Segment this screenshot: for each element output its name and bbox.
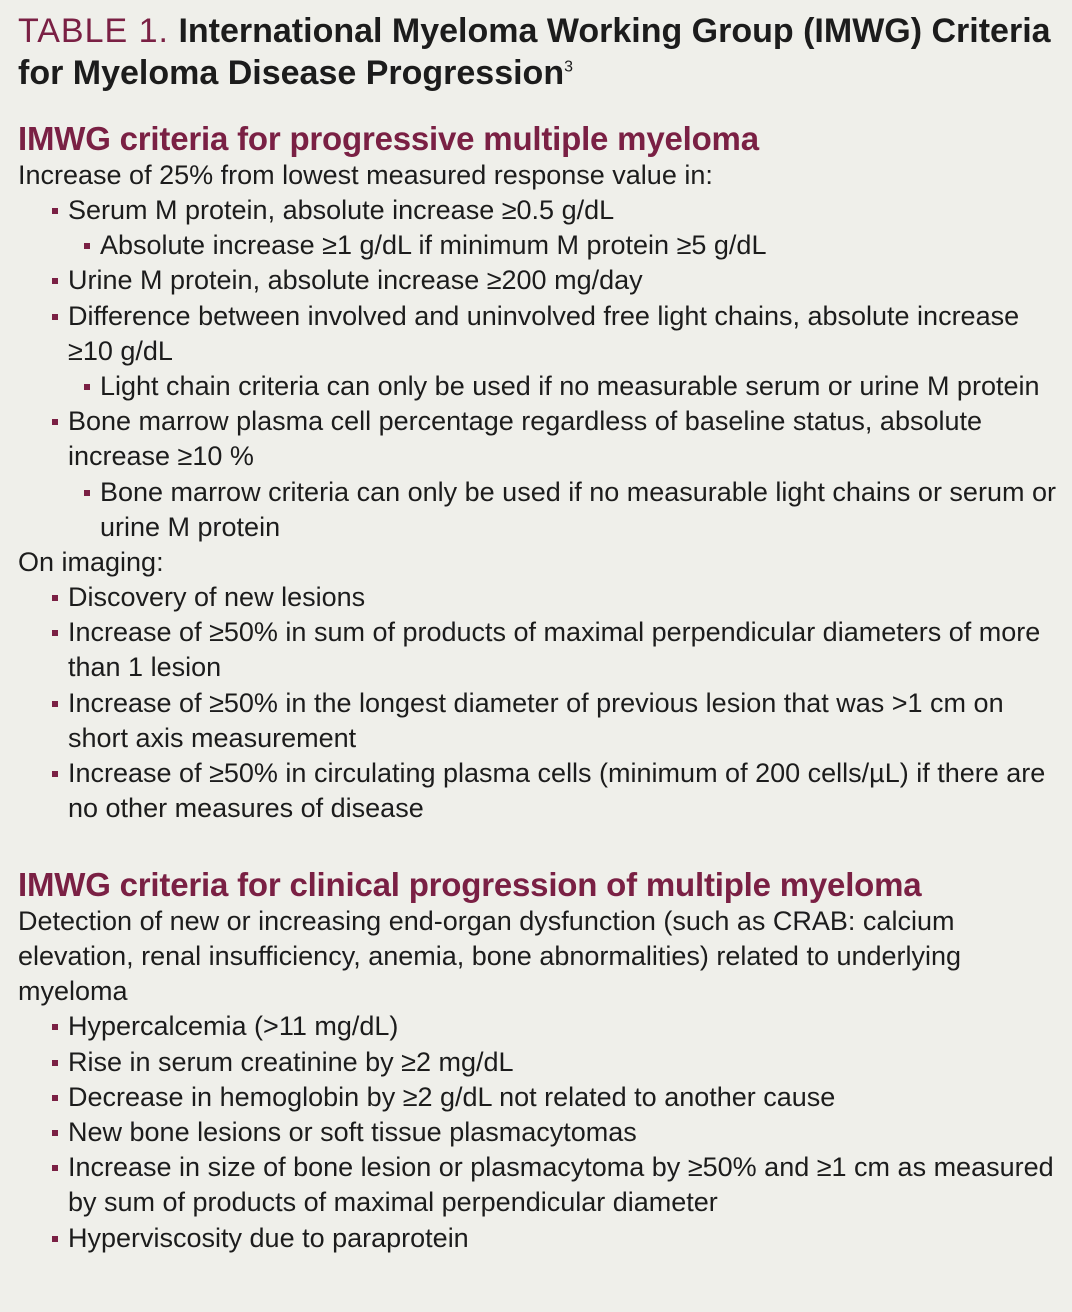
sub-list-item: [68, 228, 1063, 263]
list-item: [18, 263, 1063, 298]
bullet-icon: [52, 595, 58, 601]
list-item-text: Rise in serum creatinine by ≥2 mg/dL: [68, 1046, 514, 1077]
list-item: [18, 404, 1063, 545]
list-item-text: Hypercalcemia (>11 mg/dL): [68, 1011, 399, 1042]
list-item: [18, 756, 1063, 826]
bullet-icon: [52, 314, 58, 320]
list-item: [18, 1115, 1063, 1150]
bullet-icon: [52, 1236, 58, 1242]
criteria-list-clinical: [18, 1009, 1063, 1255]
bullet-icon: [52, 1165, 58, 1171]
sub-list: [68, 475, 1063, 545]
list-item: [18, 299, 1063, 405]
list-item: [18, 580, 1063, 615]
list-item: [18, 1009, 1063, 1044]
bullet-icon: [52, 1024, 58, 1030]
sub-list-item-text: Light chain criteria can only be used if no measurable serum or urine M protein: [100, 371, 1040, 402]
table-title: [18, 10, 1063, 94]
sub-list-item-text: Bone marrow criteria can only be used if no measurable light chains or serum or urine M protein: [100, 476, 1056, 542]
footnote-ref: 3: [564, 58, 573, 76]
sub-list-item-text: Absolute increase ≥1 g/dL if minimum M protein ≥5 g/dL: [100, 230, 767, 261]
list-item-text: Discovery of new lesions: [68, 582, 366, 613]
list-item-text: Increase of ≥50% in sum of products of maximal perpendicular diameters of more than 1 lesion: [68, 617, 1041, 683]
list-item-text: New bone lesions or soft tissue plasmacytomas: [68, 1117, 637, 1148]
criteria-list-response: [18, 193, 1063, 545]
bullet-icon: [84, 243, 90, 249]
list-item-text: Increase in size of bone lesion or plasmacytoma by ≥50% and ≥1 cm as measured by sum of products of maximal perpendicular diameter: [68, 1152, 1054, 1218]
list-item-text: Urine M protein, absolute increase ≥200 mg/day: [68, 265, 643, 296]
criteria-list-imaging: [18, 580, 1063, 826]
list-item-text: Increase of ≥50% in circulating plasma cells (minimum of 200 cells/µL) if there are no other measures of disease: [68, 758, 1046, 824]
list-item-text: Serum M protein, absolute increase ≥0.5 g/dL: [68, 195, 615, 225]
bullet-icon: [52, 419, 58, 425]
sub-list: [68, 369, 1063, 404]
list-item-text: Hyperviscosity due to paraprotein: [68, 1222, 469, 1253]
table-title-text: International Myeloma Working Group (IMWG) Criteria for Myeloma Disease Progression: [18, 12, 1051, 92]
bullet-icon: [52, 278, 58, 284]
section-intro-progressive: Increase of 25% from lowest measured response value in:: [18, 160, 713, 190]
bullet-icon: [52, 630, 58, 636]
list-item: [18, 615, 1063, 685]
table-panel: [18, 10, 1063, 1256]
sub-list-item: [68, 369, 1063, 404]
section-heading-progressive: IMWG criteria for progressive multiple myeloma: [18, 120, 759, 157]
list-item-text: Difference between involved and uninvolved free light chains, absolute increase ≥10 g/dL: [68, 300, 1020, 366]
list-item-text: Increase of ≥50% in the longest diameter of previous lesion that was >1 cm on short axis measurement: [68, 687, 1004, 753]
list-item: [18, 686, 1063, 756]
bullet-icon: [84, 384, 90, 390]
section-heading-clinical: IMWG criteria for clinical progression of multiple myeloma: [18, 866, 922, 904]
bullet-icon: [52, 771, 58, 777]
list-item: [18, 193, 1063, 263]
list-item-text: Bone marrow plasma cell percentage regardless of baseline status, absolute increase ≥10 %: [68, 406, 983, 472]
list-item: [18, 1045, 1063, 1080]
bullet-icon: [52, 1130, 58, 1136]
bullet-icon: [52, 1060, 58, 1066]
table-label: TABLE 1.: [18, 12, 169, 50]
sub-list-item: [68, 475, 1063, 545]
list-item: [18, 1150, 1063, 1220]
list-item-text: Decrease in hemoglobin by ≥2 g/dL not related to another cause: [68, 1081, 836, 1112]
sub-list: [68, 228, 1063, 263]
bullet-icon: [52, 1095, 58, 1101]
bullet-icon: [52, 208, 58, 214]
imaging-intro: On imaging:: [18, 547, 164, 578]
bullet-icon: [84, 490, 90, 496]
section-intro-clinical: Detection of new or increasing end-organ dysfunction (such as CRAB: calcium elevation, renal insufficiency, anemia, bone abnormalities) related to underlying myeloma: [18, 906, 962, 1007]
list-item: [18, 1080, 1063, 1115]
list-item: [18, 1221, 1063, 1256]
bullet-icon: [52, 701, 58, 707]
